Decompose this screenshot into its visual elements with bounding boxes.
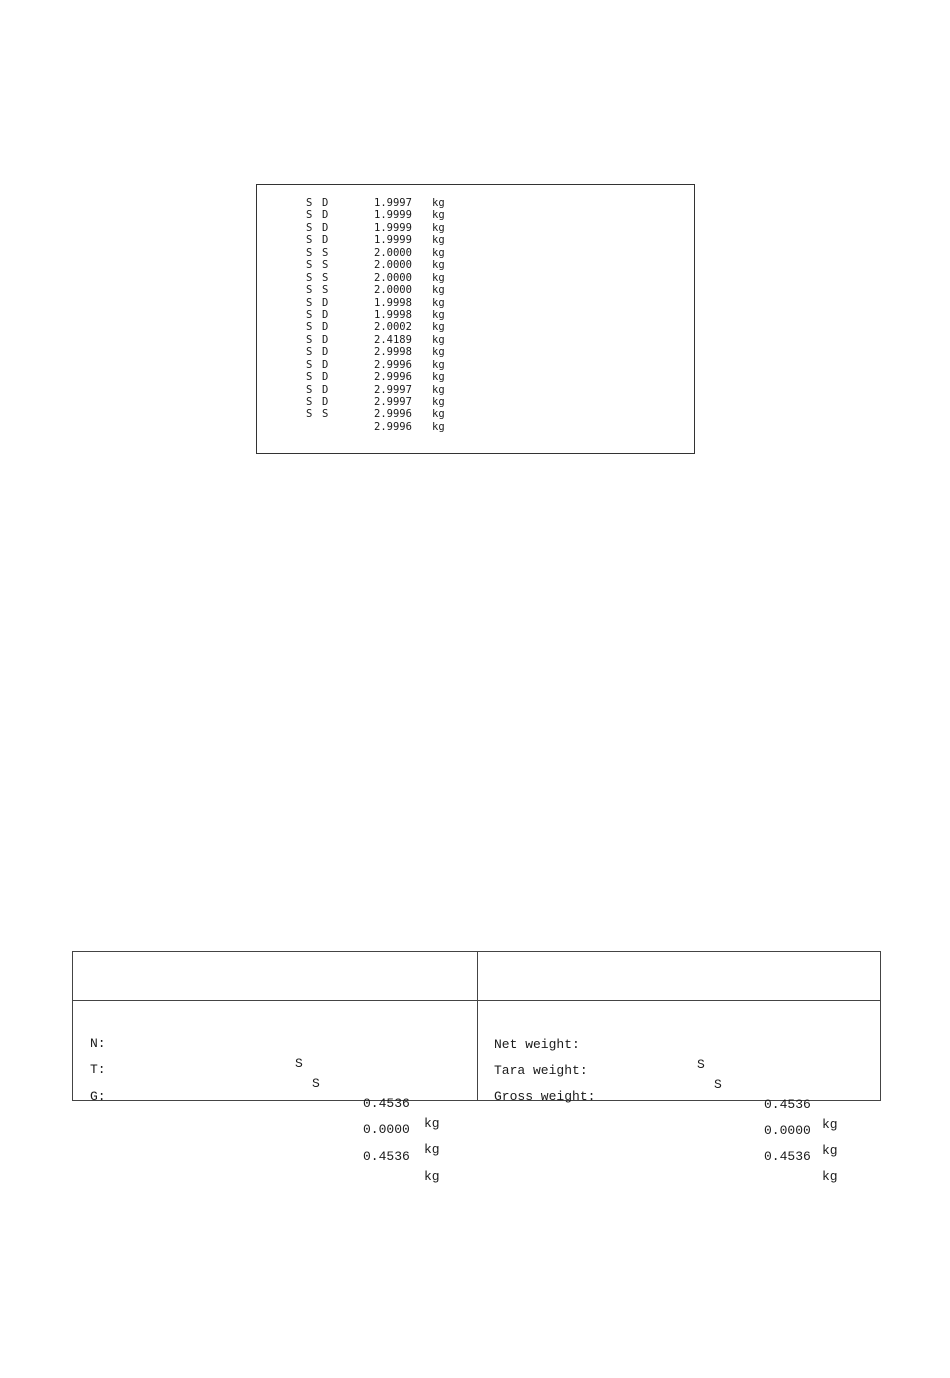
weight-unit: kg [432, 284, 445, 297]
column-divider [477, 952, 478, 1100]
weight-value: 0.0000 [363, 1122, 410, 1137]
weight-value: 2.0000 [374, 259, 412, 272]
weight-unit: kg [424, 1169, 440, 1184]
weight-unit: kg [432, 396, 445, 408]
weight-unit: kg [432, 221, 445, 234]
stability-flag: S [306, 197, 313, 209]
weight-value: 0.0000 [764, 1123, 811, 1138]
weight-value: 2.4189 [374, 333, 412, 346]
stability-flag: S [306, 221, 313, 234]
weight-value: 1.9998 [374, 308, 412, 321]
row-label: T: [90, 1062, 106, 1077]
row-label: N: [90, 1036, 106, 1051]
mode-flag: D [322, 321, 329, 334]
row-label: Net weight: [494, 1037, 580, 1052]
weight-value: 1.9999 [374, 234, 412, 247]
mode-flag: S [322, 246, 329, 259]
weight-unit: kg [432, 209, 445, 222]
weight-unit: kg [432, 234, 445, 247]
weight-unit: kg [432, 321, 445, 334]
weight-value: 0.4536 [363, 1149, 410, 1164]
stability-flag: S [306, 209, 313, 222]
weight-unit: kg [432, 358, 445, 371]
row-label: Tara weight: [494, 1063, 588, 1078]
mode-flag: D [322, 358, 329, 371]
mode-flag: D [322, 346, 329, 359]
weight-value: 2.0002 [374, 321, 412, 334]
weight-value: 2.9996 [374, 358, 412, 371]
weight-value: 2.9996 [374, 408, 412, 421]
weight-unit: kg [432, 346, 445, 359]
weight-value: 2.9996 [374, 420, 412, 433]
weight-unit: kg [432, 383, 445, 396]
weight-unit: kg [432, 371, 445, 384]
mode-flag: D [322, 234, 329, 247]
stability-flag: S [306, 246, 313, 259]
stability-flag: S [306, 284, 313, 297]
stability-flag: S [306, 396, 313, 408]
weight-value: 2.9998 [374, 346, 412, 359]
row-label: Gross weight: [494, 1089, 596, 1104]
stability-flag: S [306, 371, 313, 384]
weight-unit: kg [432, 197, 445, 209]
stability-flag: S [306, 333, 313, 346]
weight-value: 2.0000 [374, 271, 412, 284]
weight-unit: kg [432, 246, 445, 259]
mode-flag: S [714, 1077, 722, 1092]
stability-flag: S [295, 1056, 303, 1071]
mode-flag: D [322, 396, 329, 408]
weight-unit: kg [432, 296, 445, 309]
mode-flag: D [322, 308, 329, 321]
mode-flag: S [322, 408, 329, 421]
weight-unit: kg [432, 308, 445, 321]
mode-flag: D [322, 371, 329, 384]
stability-flag: S [697, 1057, 705, 1072]
mode-flag: S [322, 259, 329, 272]
mode-flag: D [322, 221, 329, 234]
mode-flag: S [322, 271, 329, 284]
mode-flag: D [322, 209, 329, 222]
stability-flag: S [306, 321, 313, 334]
weight-unit: kg [432, 420, 445, 433]
weight-unit: kg [432, 333, 445, 346]
mode-flag: S [322, 284, 329, 297]
weight-unit: kg [424, 1116, 440, 1131]
weight-value: 1.9999 [374, 209, 412, 222]
stability-flag: S [306, 234, 313, 247]
weight-value: 2.9997 [374, 396, 412, 408]
weight-value: 2.9997 [374, 383, 412, 396]
weight-value: 2.9996 [374, 371, 412, 384]
weight-unit: kg [432, 271, 445, 284]
row-label: G: [90, 1089, 106, 1104]
weight-value: 0.4536 [764, 1097, 811, 1112]
stability-flag: S [306, 346, 313, 359]
printout-format-table [72, 951, 881, 1184]
weight-unit: kg [822, 1117, 838, 1132]
weight-unit: kg [432, 408, 445, 421]
weight-unit: kg [822, 1143, 838, 1158]
weight-value: 2.0000 [374, 246, 412, 259]
mode-flag: D [322, 296, 329, 309]
mode-flag: D [322, 197, 329, 209]
mode-flag: D [322, 333, 329, 346]
weight-value: 2.0000 [374, 284, 412, 297]
weight-unit: kg [822, 1169, 838, 1184]
weight-value: 0.4536 [764, 1149, 811, 1164]
weight-unit: kg [424, 1142, 440, 1157]
mode-flag: D [322, 383, 329, 396]
weight-value: 1.9999 [374, 221, 412, 234]
stability-flag: S [306, 358, 313, 371]
stability-flag: S [306, 408, 313, 421]
weight-value: 1.9997 [374, 197, 412, 209]
stability-flag: S [306, 259, 313, 272]
weight-unit: kg [432, 259, 445, 272]
weight-value: 0.4536 [363, 1096, 410, 1111]
stability-flag: S [306, 383, 313, 396]
printout-sample-box [256, 184, 695, 454]
stability-flag: S [306, 271, 313, 284]
stability-flag: S [306, 308, 313, 321]
stability-flag: S [306, 296, 313, 309]
weight-value: 1.9998 [374, 296, 412, 309]
mode-flag: S [312, 1076, 320, 1091]
